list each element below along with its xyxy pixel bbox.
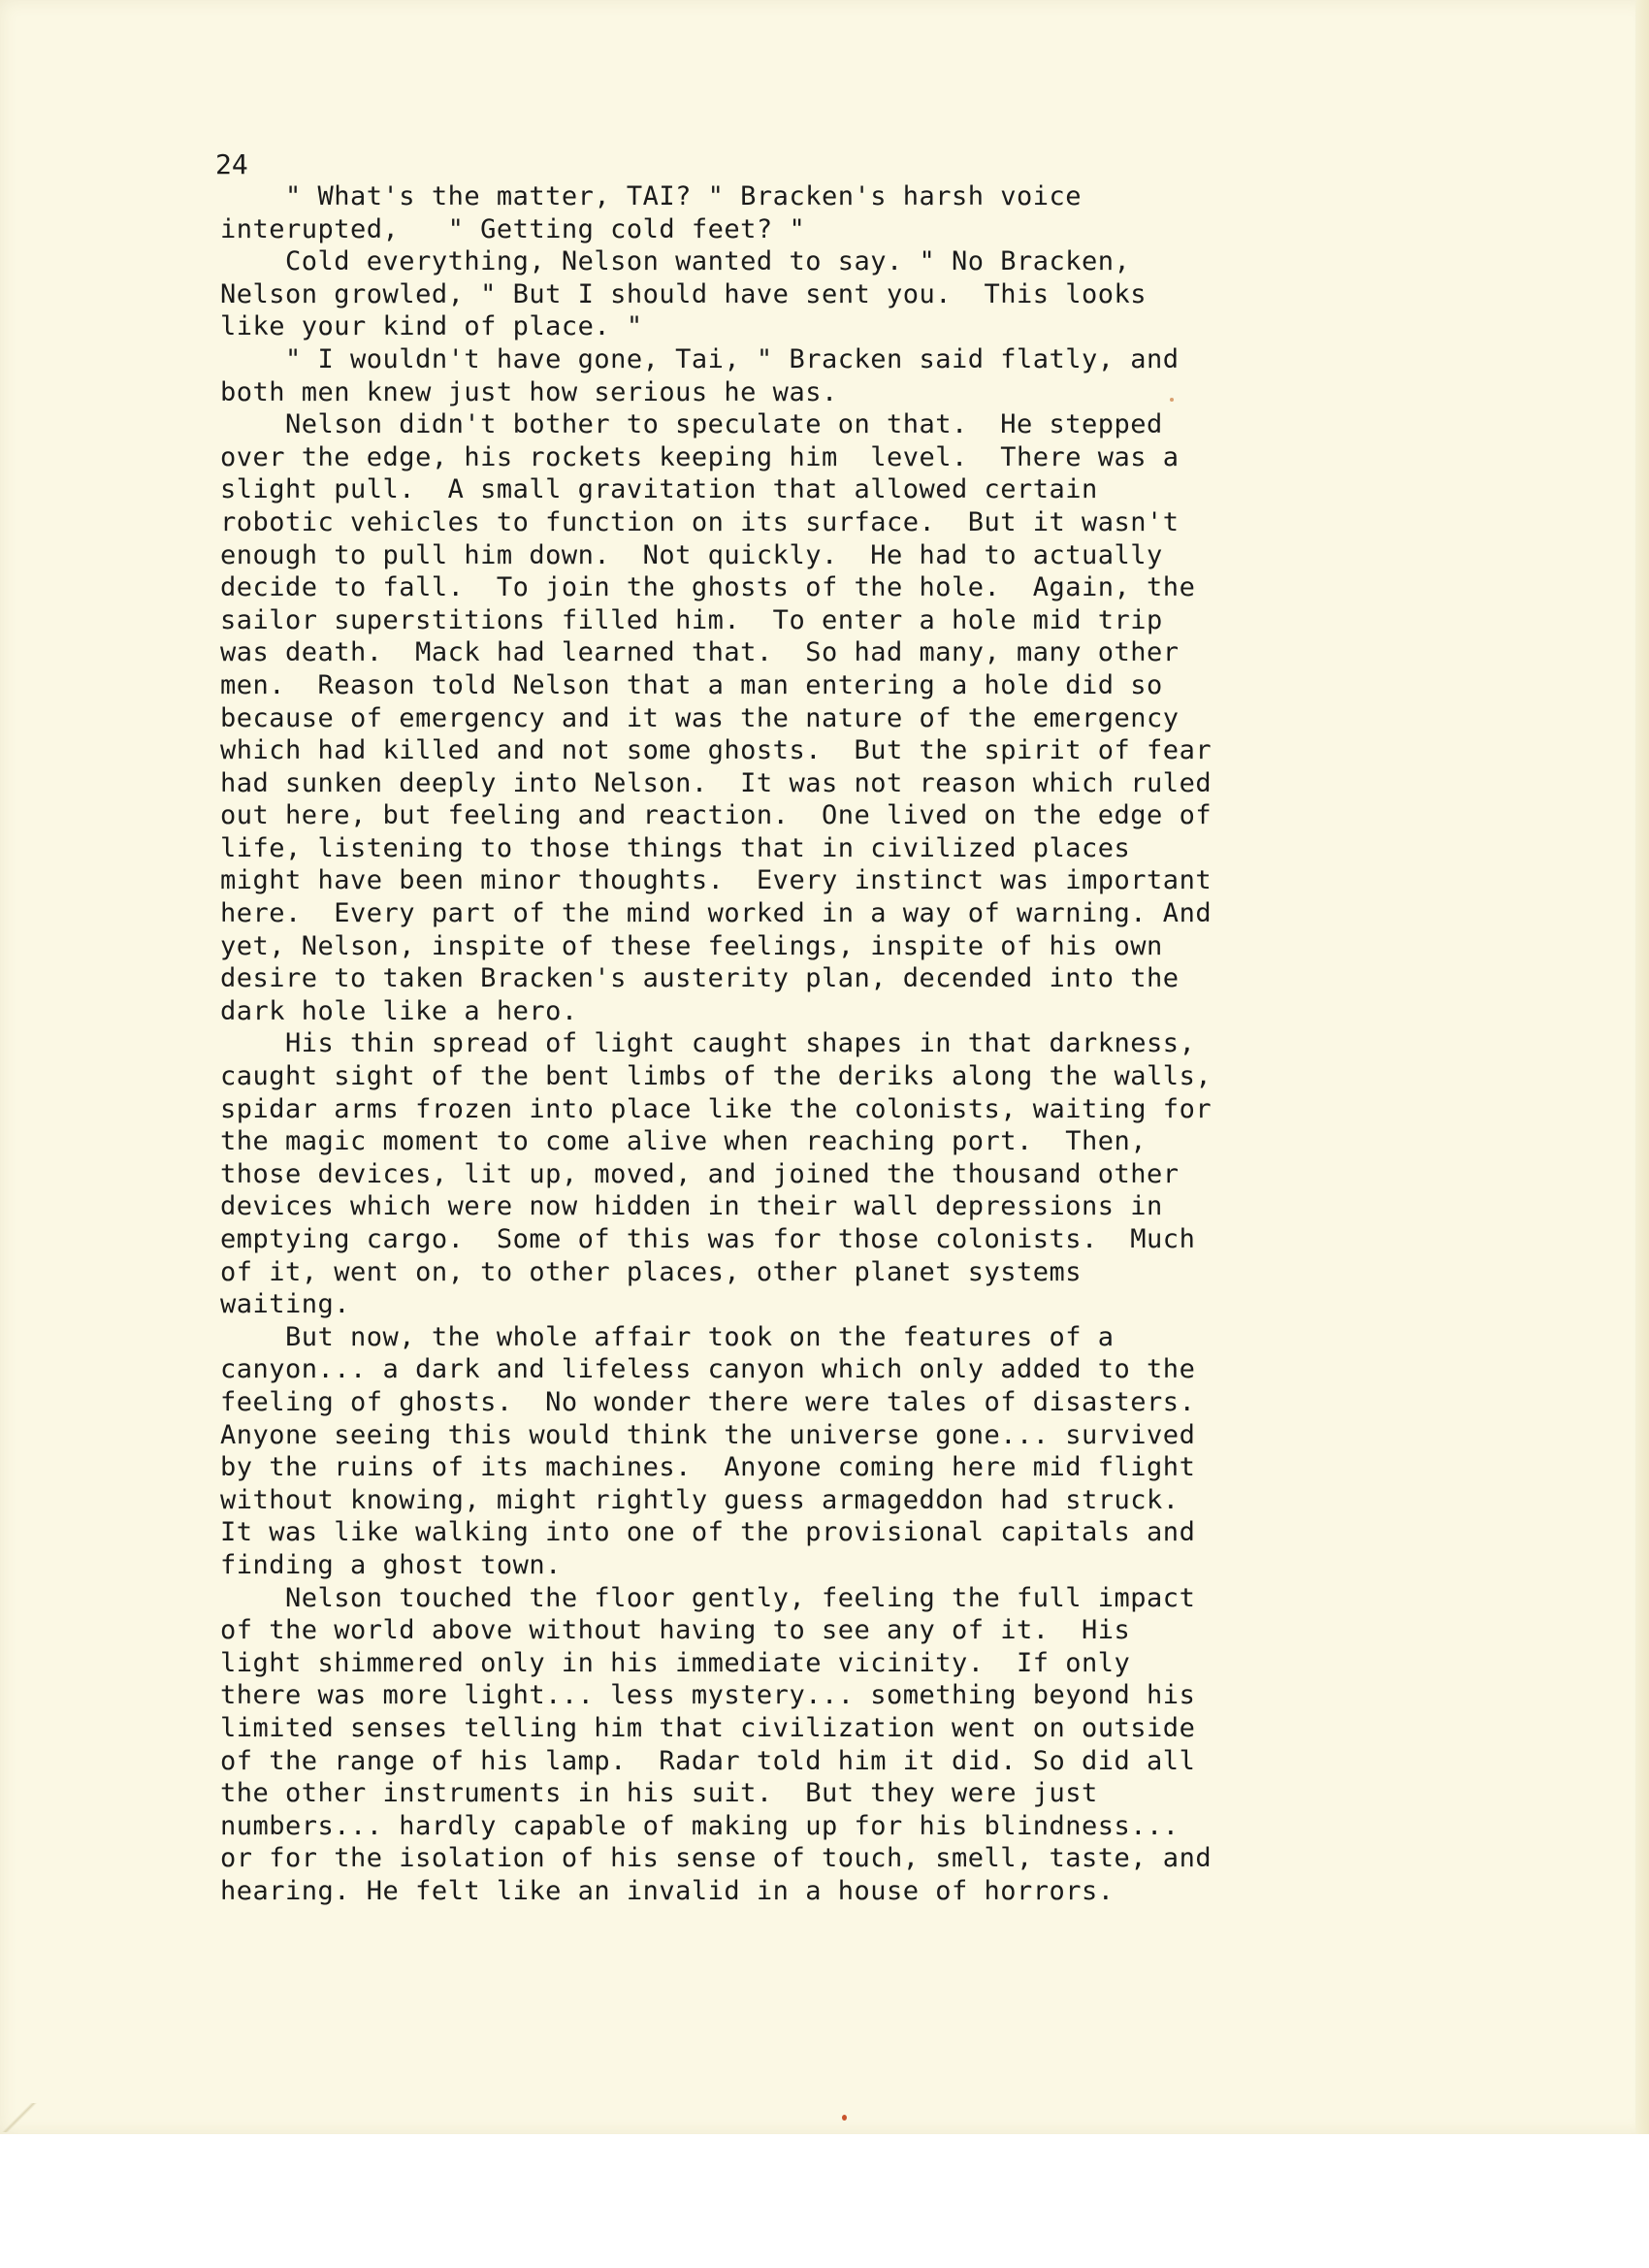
text-line: " I wouldn't have gone, Tai, " Bracken said flatly, and xyxy=(220,343,1180,374)
text-line: robotic vehicles to function on its surface. But it wasn't xyxy=(220,506,1180,537)
text-line: the other instruments in his suit. But they were just xyxy=(220,1778,1098,1809)
text-line: life, listening to those things that in civilized places xyxy=(220,832,1131,863)
text-line: His thin spread of light caught shapes in that darkness, xyxy=(220,1028,1196,1059)
text-line: of it, went on, to other places, other planet systems xyxy=(220,1256,1083,1287)
text-line: interupted, " Getting cold feet? " xyxy=(220,213,806,244)
body-text xyxy=(220,180,1481,1907)
text-line: here. Every part of the mind worked in a way of warning. And xyxy=(220,898,1212,929)
text-line: light shimmered only in his immediate vicinity. If only xyxy=(220,1647,1131,1678)
text-line: But now, the whole affair took on the features of a xyxy=(220,1321,1115,1352)
text-line: hearing. He felt like an invalid in a house of horrors. xyxy=(220,1875,1115,1906)
text-line: finding a ghost town. xyxy=(220,1549,562,1580)
text-line: without knowing, might rightly guess armageddon had struck. xyxy=(220,1484,1180,1515)
page-bottom-margin xyxy=(0,2134,1649,2268)
text-line: enough to pull him down. Not quickly. He had to actually xyxy=(220,539,1163,570)
text-line: which had killed and not some ghosts. But the spirit of fear xyxy=(220,735,1212,766)
text-line: desire to taken Bracken's austerity plan, decended into the xyxy=(220,963,1180,994)
text-line: the magic moment to come alive when reaching port. Then, xyxy=(220,1126,1148,1157)
text-line: was death. Mack had learned that. So had many, many other xyxy=(220,637,1180,668)
text-line: of the range of his lamp. Radar told him it did. So did all xyxy=(220,1745,1196,1776)
text-line: over the edge, his rockets keeping him level. There was a xyxy=(220,441,1180,472)
text-line: caught sight of the bent limbs of the deriks along the walls, xyxy=(220,1061,1212,1092)
text-line: Anyone seeing this would think the universe gone... survived xyxy=(220,1419,1196,1450)
text-line: of the world above without having to see any of it. His xyxy=(220,1615,1131,1646)
text-line: " What's the matter, TAI? " Bracken's harsh voice xyxy=(220,181,1083,211)
text-line: both men knew just how serious he was. xyxy=(220,376,838,407)
text-line: Nelson growled, " But I should have sent you. This looks xyxy=(220,278,1148,309)
text-line: Nelson touched the floor gently, feeling the full impact xyxy=(220,1582,1196,1613)
text-line: had sunken deeply into Nelson. It was not reason which ruled xyxy=(220,767,1212,798)
text-line: yet, Nelson, inspite of these feelings, inspite of his own xyxy=(220,930,1163,961)
text-line: numbers... hardly capable of making up for his blindness... xyxy=(220,1810,1180,1841)
text-line: canyon... a dark and lifeless canyon which only added to the xyxy=(220,1354,1196,1385)
text-line: or for the isolation of his sense of touch, smell, taste, and xyxy=(220,1843,1212,1874)
text-line: Cold everything, Nelson wanted to say. " No Bracken, xyxy=(220,246,1131,277)
text-line: slight pull. A small gravitation that allowed certain xyxy=(220,474,1098,505)
text-line: Nelson didn't bother to speculate on that. He stepped xyxy=(220,409,1163,440)
text-line: waiting. xyxy=(220,1289,351,1320)
paper-fold-mark xyxy=(0,2103,39,2132)
text-line: dark hole like a hero. xyxy=(220,995,578,1026)
page-number: 24 xyxy=(215,148,248,180)
paper-speck xyxy=(842,2115,847,2121)
text-line: out here, but feeling and reaction. One lived on the edge of xyxy=(220,800,1212,831)
text-line: might have been minor thoughts. Every instinct was important xyxy=(220,865,1212,896)
text-line: there was more light... less mystery... something beyond his xyxy=(220,1680,1196,1711)
text-line: limited senses telling him that civilization went on outside xyxy=(220,1712,1196,1743)
text-line: feeling of ghosts. No wonder there were tales of disasters. xyxy=(220,1386,1196,1417)
text-line: spidar arms frozen into place like the colonists, waiting for xyxy=(220,1093,1212,1124)
text-line: those devices, lit up, moved, and joined the thousand other xyxy=(220,1158,1180,1189)
text-line: because of emergency and it was the nature of the emergency xyxy=(220,702,1180,733)
text-line: It was like walking into one of the provisional capitals and xyxy=(220,1517,1196,1548)
text-line: like your kind of place. " xyxy=(220,311,643,342)
text-line: decide to fall. To join the ghosts of the hole. Again, the xyxy=(220,572,1196,603)
text-line: devices which were now hidden in their wall depressions in xyxy=(220,1191,1163,1222)
text-line: emptying cargo. Some of this was for those colonists. Much xyxy=(220,1224,1196,1254)
text-line: by the ruins of its machines. Anyone coming here mid flight xyxy=(220,1452,1196,1483)
text-line: men. Reason told Nelson that a man entering a hole did so xyxy=(220,669,1163,700)
paper-right-edge xyxy=(1635,0,1649,2134)
text-line: sailor superstitions filled him. To enter a hole mid trip xyxy=(220,604,1163,635)
